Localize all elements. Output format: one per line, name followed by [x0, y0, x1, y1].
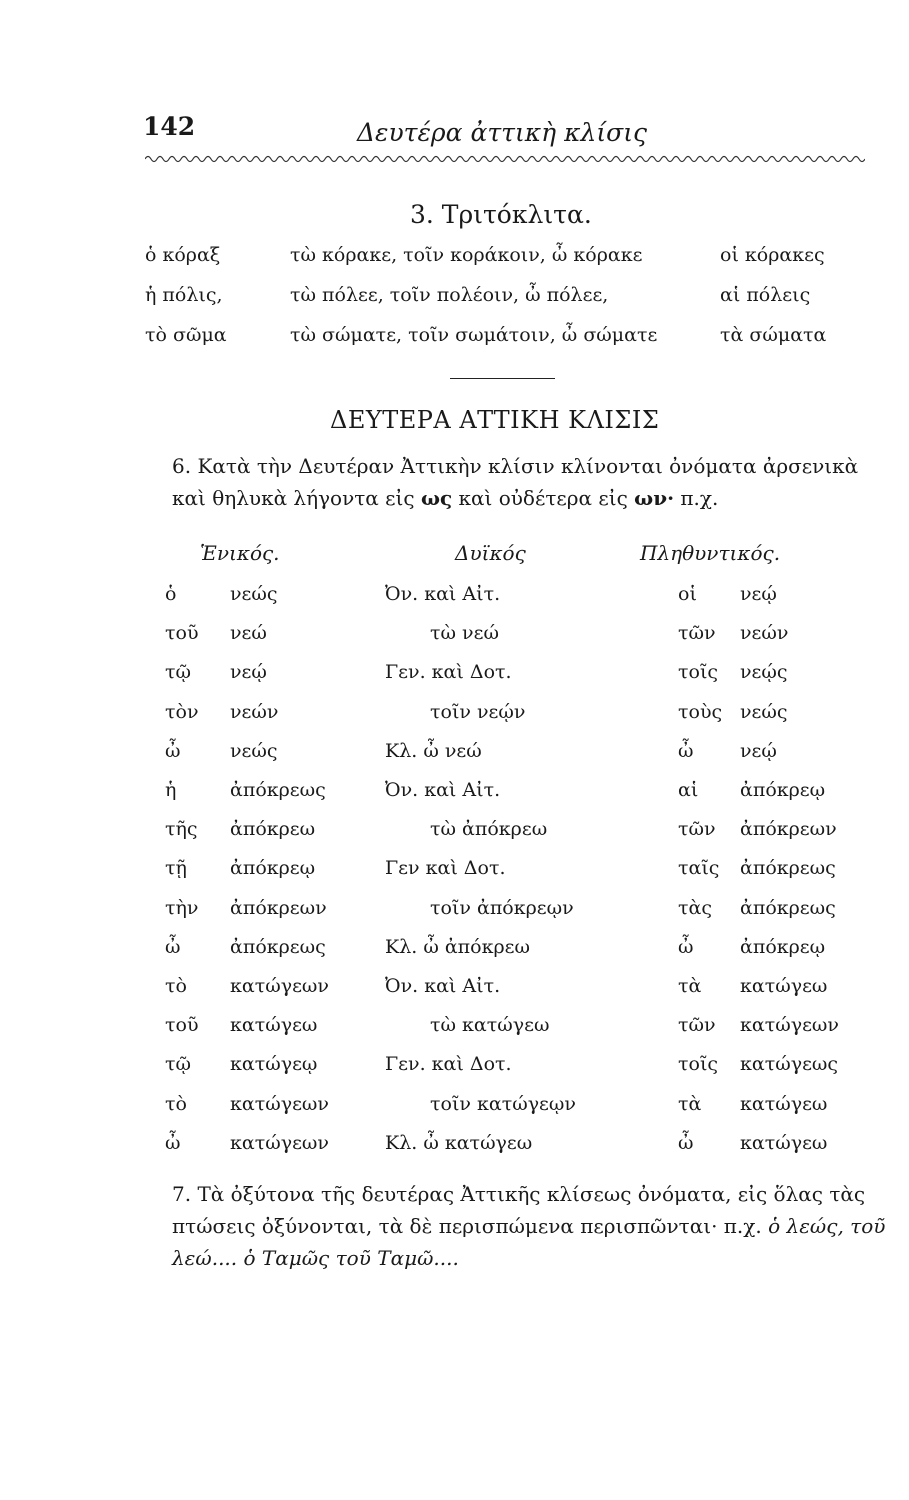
declension-row — [0, 936, 909, 972]
singular-article: τὸν — [165, 700, 199, 723]
plural-article: οἱ — [678, 583, 697, 605]
dual-form: τὼ νεώ — [430, 622, 499, 645]
column-heading-plural: Πληθυντικός. — [640, 541, 781, 565]
dual-form: τὼ ἀπόκρεω — [430, 818, 548, 841]
singular-article: τῇ — [165, 857, 187, 880]
singular-article: τὸ — [165, 1092, 187, 1115]
singular-article: ὦ — [165, 739, 181, 762]
nominative-plural: οἱ κόρακες — [720, 244, 825, 266]
plural-form: ἀπόκρεων — [740, 818, 837, 841]
plural-article: ὦ — [678, 1131, 694, 1154]
nominative-singular: ὁ κόραξ — [145, 244, 221, 266]
plural-form: νεῴ — [740, 739, 777, 762]
dual-form: Γεν. καὶ Δοτ. — [385, 661, 512, 684]
plural-article: τοῖς — [678, 661, 719, 684]
plural-form: κατώγεως — [740, 1053, 839, 1076]
section-divider — [450, 378, 555, 379]
plural-form: ἀπόκρεῳ — [740, 779, 826, 801]
plural-article: ὦ — [678, 935, 694, 958]
declension-row — [0, 1093, 909, 1129]
declension-row — [0, 740, 909, 776]
nominative-singular: τὸ σῶμα — [145, 324, 227, 346]
wavy-rule — [145, 152, 865, 166]
paragraph-text: π.χ. — [680, 486, 719, 510]
declension-row — [0, 975, 909, 1011]
declension-row — [0, 1014, 909, 1050]
singular-form: νεών — [230, 700, 279, 723]
declension-row — [0, 701, 909, 737]
section-heading: ΔΕΥΤΕΡΑ ΑΤΤΙΚΗ ΚΛΙΣΙΣ — [330, 406, 660, 434]
dual-form: Κλ. ὦ κατώγεω — [385, 1131, 533, 1154]
plural-article: ὦ — [678, 739, 694, 762]
declension-row — [0, 857, 909, 893]
dual-form: τοῖν κατώγεῳν — [430, 1092, 576, 1115]
paragraph-7 — [147, 1178, 892, 1274]
plural-form: ἀπόκρεῳ — [740, 935, 826, 958]
paragraph-6 — [147, 450, 892, 514]
declension-row — [0, 661, 909, 697]
plural-article: τὰ — [678, 1092, 702, 1115]
plural-form: νεώς — [740, 700, 788, 723]
singular-article: τὴν — [165, 896, 199, 919]
section-3-title: 3. Τριτόκλιτα. — [410, 200, 592, 229]
singular-form: ἀπόκρεως — [230, 779, 326, 801]
singular-article: ὁ — [165, 583, 177, 605]
declension-row — [0, 897, 909, 933]
column-heading-dual: Δυϊκός — [455, 541, 526, 565]
ending-on: ων· — [634, 486, 675, 510]
singular-form: νεώς — [230, 739, 278, 762]
column-heading-singular: Ἑνικός. — [200, 541, 280, 565]
plural-form: κατώγεω — [740, 1131, 828, 1154]
dual-forms: τὼ σώματε, τοῖν σωμάτοιν, ὦ σώματε — [290, 324, 658, 346]
dual-form: τοῖν ἀπόκρεῳν — [430, 896, 574, 919]
dual-forms: τὼ πόλεε, τοῖν πολέοιν, ὦ πόλεε, — [290, 284, 609, 306]
plural-form: κατώγεω — [740, 1092, 828, 1115]
singular-form: νεώ — [230, 622, 267, 645]
singular-form: ἀπόκρεω — [230, 818, 316, 841]
plural-form: κατώγεω — [740, 975, 828, 997]
singular-article: τῷ — [165, 661, 192, 684]
plural-form: κατώγεων — [740, 1014, 839, 1037]
nominative-plural: τὰ σώματα — [720, 324, 827, 346]
plural-form: ἀπόκρεως — [740, 896, 836, 919]
singular-form: κατώγεων — [230, 1092, 329, 1115]
declension-row — [0, 1132, 909, 1168]
dual-form: Γεν καὶ Δοτ. — [385, 857, 506, 880]
paragraph-example: ὁ λεώς, τοῦ λεώ.... ὁ Ταμῶς τοῦ Ταμῶ.... — [172, 1214, 886, 1270]
singular-form: ἀπόκρεῳ — [230, 857, 316, 880]
singular-article: τοῦ — [165, 622, 199, 645]
singular-article: ὦ — [165, 935, 181, 958]
singular-form: κατώγεων — [230, 1131, 329, 1154]
plural-article: τοὺς — [678, 700, 723, 723]
plural-form: νεῴς — [740, 661, 788, 684]
singular-article: τῆς — [165, 818, 198, 841]
page-number: 142 — [143, 112, 196, 141]
paragraph-text: Κατὰ τὴν Δευτέραν Ἀττικὴν κλίσιν κλίνονται ὀνόματα ἀρσενικὰ καὶ θηλυκὰ λήγοντα εἰς — [172, 454, 859, 510]
plural-article: ταῖς — [678, 857, 720, 880]
singular-form: κατώγεων — [230, 975, 329, 997]
declension-row — [0, 818, 909, 854]
plural-article: τῶν — [678, 622, 716, 645]
dual-form: τοῖν νεῴν — [430, 700, 526, 723]
plural-article: τὰς — [678, 896, 712, 919]
plural-article: τοῖς — [678, 1053, 719, 1076]
declension-row — [0, 583, 909, 619]
nominative-plural: αἱ πόλεις — [720, 284, 811, 306]
dual-forms: τὼ κόρακε, τοῖν κοράκοιν, ὦ κόρακε — [290, 244, 643, 266]
singular-form: νεώς — [230, 583, 278, 605]
declension-row — [0, 779, 909, 815]
singular-form: ἀπόκρεως — [230, 935, 326, 958]
paragraph-number: 6. — [172, 454, 192, 478]
plural-article: αἱ — [678, 779, 699, 801]
running-title: Δευτέρα ἀττικὴ κλίσις — [357, 118, 648, 147]
plural-form: νεών — [740, 622, 789, 645]
dual-form: Ὀν. καὶ Αἰτ. — [385, 975, 501, 997]
dual-form: Ὀν. καὶ Αἰτ. — [385, 779, 501, 801]
nominative-singular: ἡ πόλις, — [145, 284, 223, 306]
dual-form: Κλ. ὦ ἀπόκρεω — [385, 935, 530, 958]
declension-row — [0, 1053, 909, 1089]
plural-article: τῶν — [678, 818, 716, 841]
plural-form: νεῴ — [740, 583, 777, 605]
singular-article: τῷ — [165, 1053, 192, 1076]
singular-article: ὦ — [165, 1131, 181, 1154]
ending-os: ως — [420, 486, 453, 510]
singular-form: ἀπόκρεων — [230, 896, 327, 919]
singular-article: ἡ — [165, 779, 177, 801]
plural-article: τὰ — [678, 975, 702, 997]
plural-form: ἀπόκρεως — [740, 857, 836, 880]
tritoklita-row — [0, 284, 909, 318]
dual-form: τὼ κατώγεω — [430, 1014, 550, 1037]
singular-article: τὸ — [165, 975, 187, 997]
tritoklita-row — [0, 244, 909, 278]
dual-form: Ὀν. καὶ Αἰτ. — [385, 583, 501, 605]
dual-form: Κλ. ὦ νεώ — [385, 739, 482, 762]
tritoklita-row — [0, 324, 909, 358]
singular-form: κατώγεω — [230, 1014, 318, 1037]
singular-article: τοῦ — [165, 1014, 199, 1037]
singular-form: κατώγεῳ — [230, 1053, 318, 1076]
dual-form: Γεν. καὶ Δοτ. — [385, 1053, 512, 1076]
paragraph-text: καὶ οὐδέτερα εἰς — [458, 486, 628, 510]
paragraph-number: 7. — [172, 1182, 192, 1206]
plural-article: τῶν — [678, 1014, 716, 1037]
paragraph-text: Τὰ ὀξύτονα τῆς δευτέρας Ἀττικῆς κλίσεως ὀνόματα, εἰς ὅλας τὰς πτώσεις ὀξύνονται, τὰ δὲ περισπώμενα περισπῶνται· π.χ. — [172, 1182, 866, 1238]
singular-form: νεῴ — [230, 661, 267, 684]
declension-row — [0, 622, 909, 658]
